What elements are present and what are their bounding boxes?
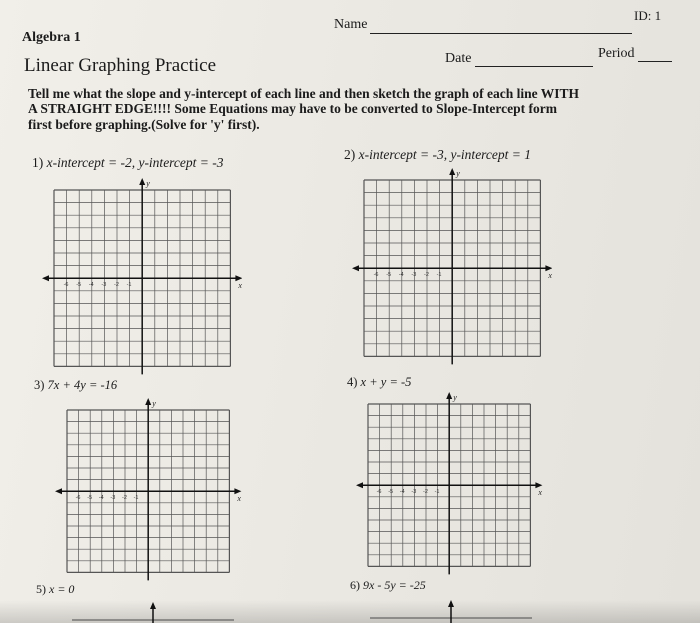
x-tick-label: -2 xyxy=(423,489,428,496)
worksheet-title: Linear Graphing Practice xyxy=(24,55,217,76)
problem-4-text: x + y = -5 xyxy=(360,375,412,389)
x-tick-label: -2 xyxy=(122,495,127,502)
x-axis-label: x xyxy=(237,494,241,504)
photo-shadow xyxy=(0,600,700,623)
x-axis-arrow-left xyxy=(42,275,49,281)
x-tick-label: -6 xyxy=(376,489,382,496)
y-axis-arrow-up xyxy=(446,392,452,399)
problem-5-text: x = 0 xyxy=(49,582,75,596)
problem-4 xyxy=(347,375,411,390)
date-line xyxy=(475,66,593,67)
date-label: Date xyxy=(445,51,472,66)
x-tick-label: -3 xyxy=(101,282,107,289)
instructions-line-3: first before graphing.(Solve for 'y' first). xyxy=(28,117,260,132)
x-tick-label: -6 xyxy=(373,272,379,279)
x-tick-label: -1 xyxy=(126,282,132,289)
x-axis-arrow-left xyxy=(356,482,363,488)
problem-1 xyxy=(32,155,224,171)
problem-6 xyxy=(350,578,426,593)
x-axis-label: x xyxy=(238,281,242,291)
instructions-line-1: Tell me what the slope and y-intercept of each line and then sketch the graph of each line WITH xyxy=(28,86,580,101)
course-label: Algebra 1 xyxy=(22,30,81,45)
x-tick-label: -5 xyxy=(76,282,82,289)
x-tick-label: -1 xyxy=(133,495,139,502)
x-tick-label: -6 xyxy=(63,282,69,289)
x-tick-label: -3 xyxy=(110,495,116,502)
name-label: Name xyxy=(334,17,368,32)
period-label: Period xyxy=(598,46,635,61)
problem-3-number: 3) xyxy=(34,378,45,392)
y-axis-arrow-up xyxy=(139,178,145,185)
x-tick-label: -6 xyxy=(75,495,81,502)
x-tick-label: -4 xyxy=(398,272,404,279)
problem-2-number: 2) xyxy=(344,147,356,162)
x-tick-label: -5 xyxy=(386,272,392,279)
problem-3 xyxy=(34,378,117,393)
x-axis-label: x xyxy=(538,488,542,498)
x-tick-label: -2 xyxy=(114,282,119,289)
y-axis-label: y xyxy=(453,393,457,402)
problem-6-number: 6) xyxy=(350,578,360,592)
x-tick-label: -4 xyxy=(399,489,405,496)
problem-3-text: 7x + 4y = -16 xyxy=(47,378,118,392)
problem-1-text: x-intercept = -2, y-intercept = -3 xyxy=(46,155,224,170)
x-tick-label: -1 xyxy=(436,272,442,279)
graph-grid-2 xyxy=(352,168,552,368)
x-tick-label: -3 xyxy=(411,489,417,496)
problem-5 xyxy=(36,582,74,597)
x-axis-label: x xyxy=(548,271,552,281)
problem-1-number: 1) xyxy=(32,155,44,170)
x-tick-label: -3 xyxy=(411,272,417,279)
y-axis-label: y xyxy=(146,179,150,188)
y-axis-arrow-up xyxy=(145,398,151,405)
x-tick-label: -5 xyxy=(388,489,394,496)
x-tick-label: -1 xyxy=(434,489,440,496)
problem-5-number: 5) xyxy=(36,582,46,596)
x-tick-label: -4 xyxy=(98,495,104,502)
y-axis-arrow-up xyxy=(449,168,455,175)
graph-grid-3 xyxy=(55,398,245,584)
graph-grid-1 xyxy=(42,178,242,378)
id-label: ID: 1 xyxy=(634,8,662,23)
y-axis-label: y xyxy=(456,169,460,178)
x-tick-label: -2 xyxy=(424,272,429,279)
x-axis-arrow-left xyxy=(352,265,359,271)
problem-6-text: 9x - 5y = -25 xyxy=(363,578,426,592)
instructions-line-2: A STRAIGHT EDGE!!!! Some Equations may have to be converted to Slope-Intercept form xyxy=(28,101,557,116)
period-line xyxy=(638,61,672,62)
problem-2 xyxy=(344,147,531,163)
x-tick-label: -5 xyxy=(87,495,93,502)
name-line xyxy=(370,33,632,34)
problem-4-number: 4) xyxy=(347,375,358,389)
x-axis-arrow-left xyxy=(55,488,62,494)
x-tick-label: -4 xyxy=(88,282,94,289)
problem-2-text: x-intercept = -3, y-intercept = 1 xyxy=(358,147,532,162)
y-axis-label: y xyxy=(152,399,156,408)
graph-grid-4 xyxy=(356,392,546,578)
